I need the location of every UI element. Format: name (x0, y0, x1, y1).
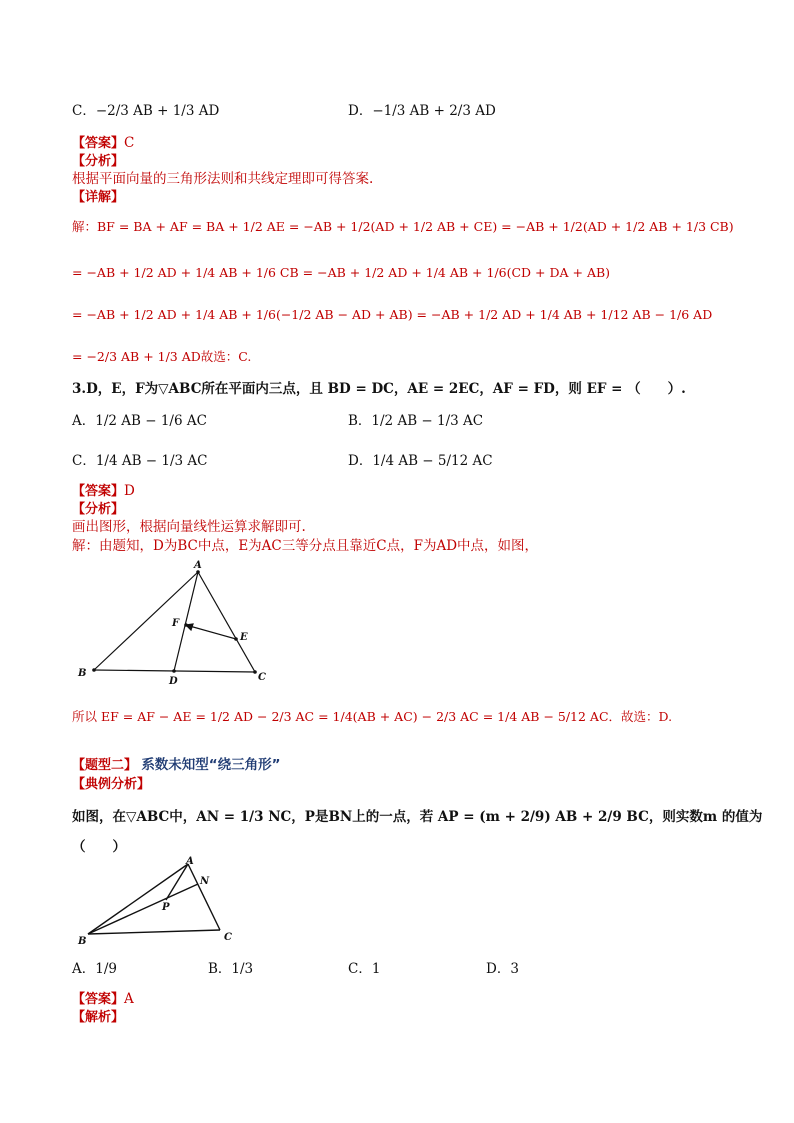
label-a: A (194, 560, 202, 571)
segment-ef (186, 625, 236, 639)
label-e: E (240, 632, 248, 643)
example-tag: 【典例分析】 (72, 777, 151, 792)
detail-line-4: = −2/3 AB + 1/3 AD故选：C. (72, 349, 252, 364)
type2-solution-tag: 【解析】 (72, 1010, 125, 1025)
analysis-text: 根据平面向量的三角形法则和共线定理即可得答案. (72, 171, 374, 187)
type2-stem-paren: （ ） (72, 839, 126, 855)
edge-bc (88, 930, 220, 934)
answer-value: C (124, 135, 135, 151)
triangle-figure-type2 (72, 856, 252, 948)
type2-option-d: D．3 (486, 961, 519, 977)
q3-conclusion: 故选：D. (621, 709, 673, 724)
detail-conclusion: 故选：C. (200, 349, 252, 364)
q3-answer-line: 【答案】D (72, 483, 135, 499)
type2-option-a: A．1/9 (72, 961, 117, 977)
option-c-prev: C．−2/3 AB + 1/3 AD (72, 103, 220, 119)
label-f: F (172, 618, 180, 629)
type2-stem: 如图，在▽ABC中，AN = 1/3 NC，P是BN上的一点，若 AP = (m + 2/9) AB + 2/9 BC，则实数m 的值为 (72, 809, 763, 825)
label-d: D (169, 676, 178, 687)
label-b: B (78, 936, 87, 947)
answer-line (72, 134, 134, 153)
detail-line-2: = −AB + 1/2 AD + 1/4 AB + 1/6 CB = −AB + 1/2 AD + 1/4 AB + 1/6(CD + DA + AB) (72, 265, 611, 280)
detail-tag: 【详解】 (72, 190, 125, 205)
edge-ac (198, 572, 255, 672)
q3-analysis-tag: 【分析】 (72, 502, 125, 517)
segment-bn (88, 884, 198, 934)
option-d-prev: D．−1/3 AB + 2/3 AD (348, 103, 496, 119)
type2-option-b: B．1/3 (208, 961, 254, 977)
q3-answer-value: D (124, 483, 135, 499)
analysis-tag: 【分析】 (72, 154, 125, 169)
q3-solution-text: 解：由题知，D为BC中点，E为AC三等分点且靠近C点，F为AD中点，如图， (72, 538, 539, 554)
detail-line-1: 解：BF = BA + AF = BA + 1/2 AE = −AB + 1/2(AD + 1/2 AB + CE) = −AB + 1/2(AD + 1/2 AB + 1/3 CB) (72, 219, 734, 234)
q3-option-d: D．1/4 AB − 5/12 AC (348, 453, 493, 469)
label-n: N (200, 876, 210, 887)
type2-answer-line: 【答案】A (72, 991, 134, 1007)
edge-ab (88, 864, 188, 934)
edge-ac (188, 864, 220, 930)
q3-analysis-text: 画出图形，根据向量线性运算求解即可. (72, 519, 306, 535)
segment-ap (166, 864, 188, 900)
triangle-figure-q3 (72, 560, 282, 690)
answer-tag: 【答案】 (72, 136, 125, 151)
q3-result-line: 所以 EF = AF − AE = 1/2 AD − 2/3 AC = 1/4(AB + AC) − 2/3 AC = 1/4 AB − 5/12 AC．故选：D. (72, 709, 673, 724)
q3-option-a: A．1/2 AB − 1/6 AC (72, 413, 207, 429)
q3-option-c: C．1/4 AB − 1/3 AC (72, 453, 208, 469)
type2-option-c: C．1 (348, 961, 381, 977)
q3-stem: 3.D，E，F为▽ABC所在平面内三点，且 BD = DC，AE = 2EC，AF = FD，则 EF = （ ）. (72, 381, 686, 397)
label-a: A (186, 856, 194, 867)
label-b: B (78, 668, 87, 679)
edge-ab (94, 572, 198, 670)
label-c: C (258, 672, 266, 683)
type2-heading: 【题型二】 系数未知型“绕三角形” (72, 757, 281, 773)
label-p: P (162, 902, 170, 913)
q3-option-b: B．1/2 AB − 1/3 AC (348, 413, 484, 429)
detail-line-3: = −AB + 1/2 AD + 1/4 AB + 1/6(−1/2 AB − AD + AB) = −AB + 1/2 AD + 1/4 AB + 1/12 AB − 1/6 AD (72, 307, 713, 322)
type2-answer-value: A (124, 991, 134, 1007)
type2-heading-text: 系数未知型“绕三角形” (141, 757, 281, 773)
label-c: C (224, 932, 232, 943)
